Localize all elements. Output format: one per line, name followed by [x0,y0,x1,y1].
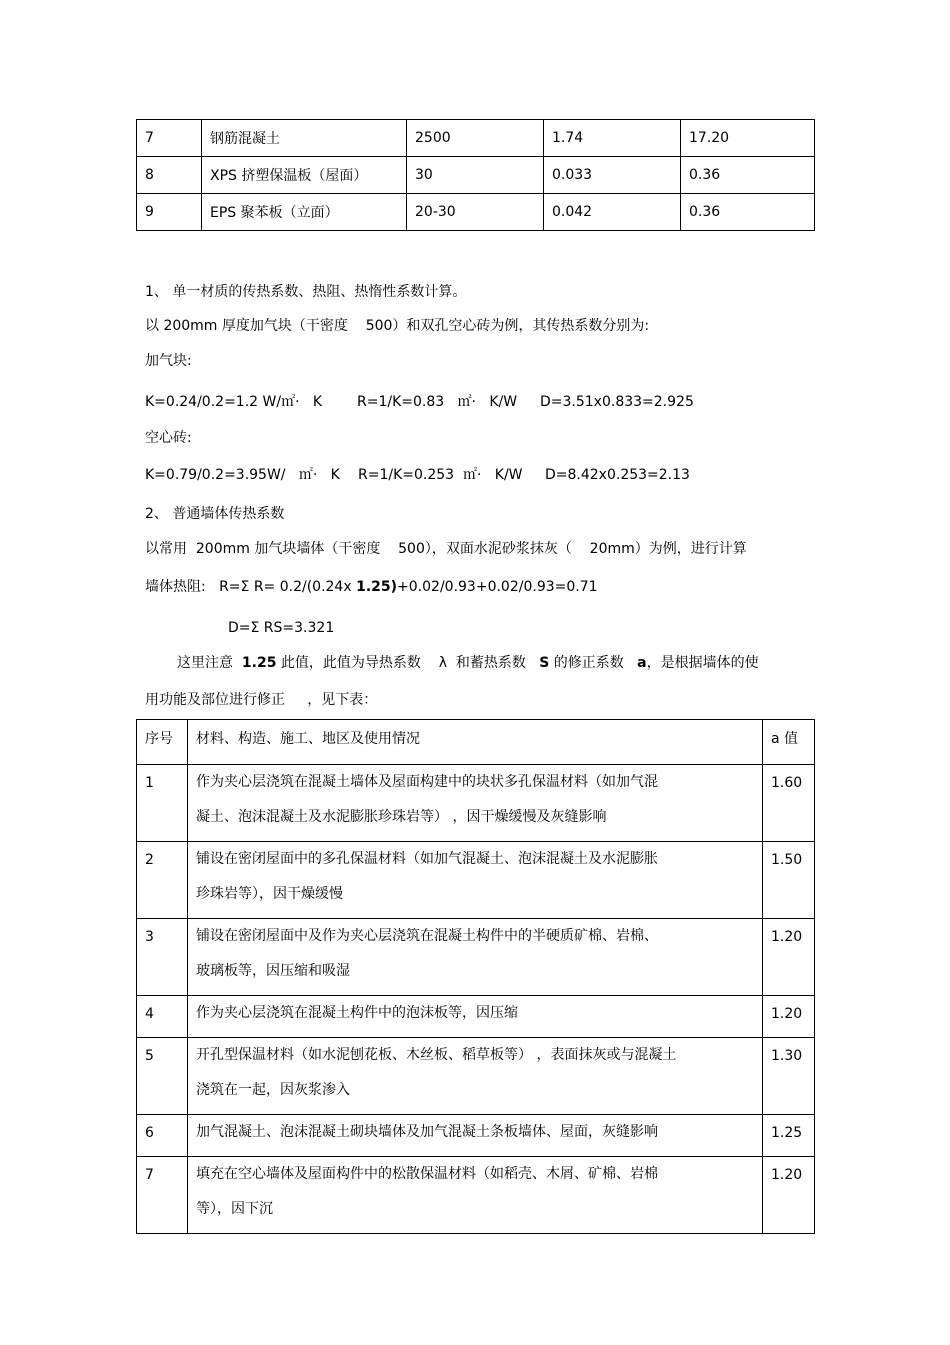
row-no: 8 [137,157,202,194]
row-no: 1 [137,765,188,842]
heat-storage: 0.36 [681,157,815,194]
table-row [137,194,815,231]
table-row [137,1115,815,1157]
table-row [137,919,815,996]
row-no: 7 [137,1157,188,1234]
aerated-d-formula: D=3.51x0.833=2.925 [540,394,694,410]
table-row [137,765,815,842]
material-name: XPS 挤塑保温板（屋面） [202,157,407,194]
conductivity: 1.74 [544,120,681,157]
note-line-1: 这里注意 1.25 此值，此值为导热系数 λ 和蓄热系数 S 的修正系数 a，是根据墙体的使 [177,655,759,671]
row-a-value: 1.60 [763,765,815,842]
correction-table [136,719,815,1234]
aerated-r-formula: R=1/K=0.83 ㎡· K/W [357,394,518,410]
row-a-value: 1.25 [763,1115,815,1157]
row-no: 7 [137,120,202,157]
row-desc: 填充在空心墙体及屋面构件中的松散保温材料（如稻壳、木屑、矿棉、岩棉 等），因下沉 [188,1157,763,1234]
row-desc: 铺设在密闭屋面中及作为夹心层浇筑在混凝土构件中的半硬质矿棉、岩棉、 玻璃板等，因压缩和吸湿 [188,919,763,996]
section-2-intro: 以常用 200mm 加气块墙体（干密度 500），双面水泥砂浆抹灰（ 20mm）为例，进行计算 [145,541,747,557]
density: 30 [407,157,544,194]
row-no: 9 [137,194,202,231]
row-no: 5 [137,1038,188,1115]
table-row [137,996,815,1038]
row-a-value: 1.20 [763,1157,815,1234]
row-no: 3 [137,919,188,996]
row-desc: 加气混凝土、泡沫混凝土砌块墙体及加气混凝土条板墙体、屋面，灰缝影响 [188,1115,763,1157]
row-desc: 开孔型保温材料（如水泥刨花板、木丝板、稻草板等） ，表面抹灰或与混凝土 浇筑在一起，因灰浆渗入 [188,1038,763,1115]
section-2-title: 2、 普通墙体传热系数 [145,506,285,522]
table-row [137,842,815,919]
hollow-k-formula: K=0.79/0.2=3.95W/ ㎡· K [145,467,340,483]
header-desc: 材料、构造、施工、地区及使用情况 [188,720,763,765]
row-desc: 作为夹心层浇筑在混凝土构件中的泡沫板等，因压缩 [188,996,763,1038]
density: 20-30 [407,194,544,231]
conductivity: 0.033 [544,157,681,194]
header-a: a 值 [763,720,815,765]
wall-thermal-resistance: 墙体热阻: R=Σ R= 0.2/(0.24x 1.25)+0.02/0.93+0.02/0.93=0.71 [145,579,598,595]
header-no: 序号 [137,720,188,765]
table-header-row [137,720,815,765]
hollow-d-formula: D=8.42x0.253=2.13 [545,467,690,483]
heat-storage: 17.20 [681,120,815,157]
aerated-k-formula: K=0.24/0.2=1.2 W/㎡· K [145,394,323,410]
table-row [137,1157,815,1234]
row-no: 4 [137,996,188,1038]
row-a-value: 1.50 [763,842,815,919]
row-a-value: 1.20 [763,919,815,996]
material-table [136,119,815,231]
table-row [137,1038,815,1115]
hollow-r-formula: R=1/K=0.253 ㎡· K/W [358,467,523,483]
material-name: 钢筋混凝土 [202,120,407,157]
section-1-intro: 以 200mm 厚度加气块（干密度 500）和双孔空心砖为例，其传热系数分别为: [145,318,650,334]
row-desc: 铺设在密闭屋面中的多孔保温材料（如加气混凝土、泡沫混凝土及水泥膨胀 珍珠岩等），因干燥缓慢 [188,842,763,919]
hollow-brick-label: 空心砖: [145,430,192,446]
section-1-title: 1、 单一材质的传热系数、热阻、热惰性系数计算。 [145,284,467,300]
wall-thermal-inertia: D=Σ RS=3.321 [228,620,335,636]
row-a-value: 1.20 [763,996,815,1038]
heat-storage: 0.36 [681,194,815,231]
table-row [137,157,815,194]
material-name: EPS 聚苯板（立面） [202,194,407,231]
row-no: 2 [137,842,188,919]
table-row [137,120,815,157]
conductivity: 0.042 [544,194,681,231]
note-line-2: 用功能及部位进行修正 ，见下表： [145,692,378,708]
row-no: 6 [137,1115,188,1157]
aerated-block-label: 加气块: [145,353,192,369]
row-a-value: 1.30 [763,1038,815,1115]
density: 2500 [407,120,544,157]
row-desc: 作为夹心层浇筑在混凝土墙体及屋面构建中的块状多孔保温材料（如加气混 凝土、泡沫混凝土及水泥膨胀珍珠岩等） ，因干燥缓慢及灰缝影响 [188,765,763,842]
